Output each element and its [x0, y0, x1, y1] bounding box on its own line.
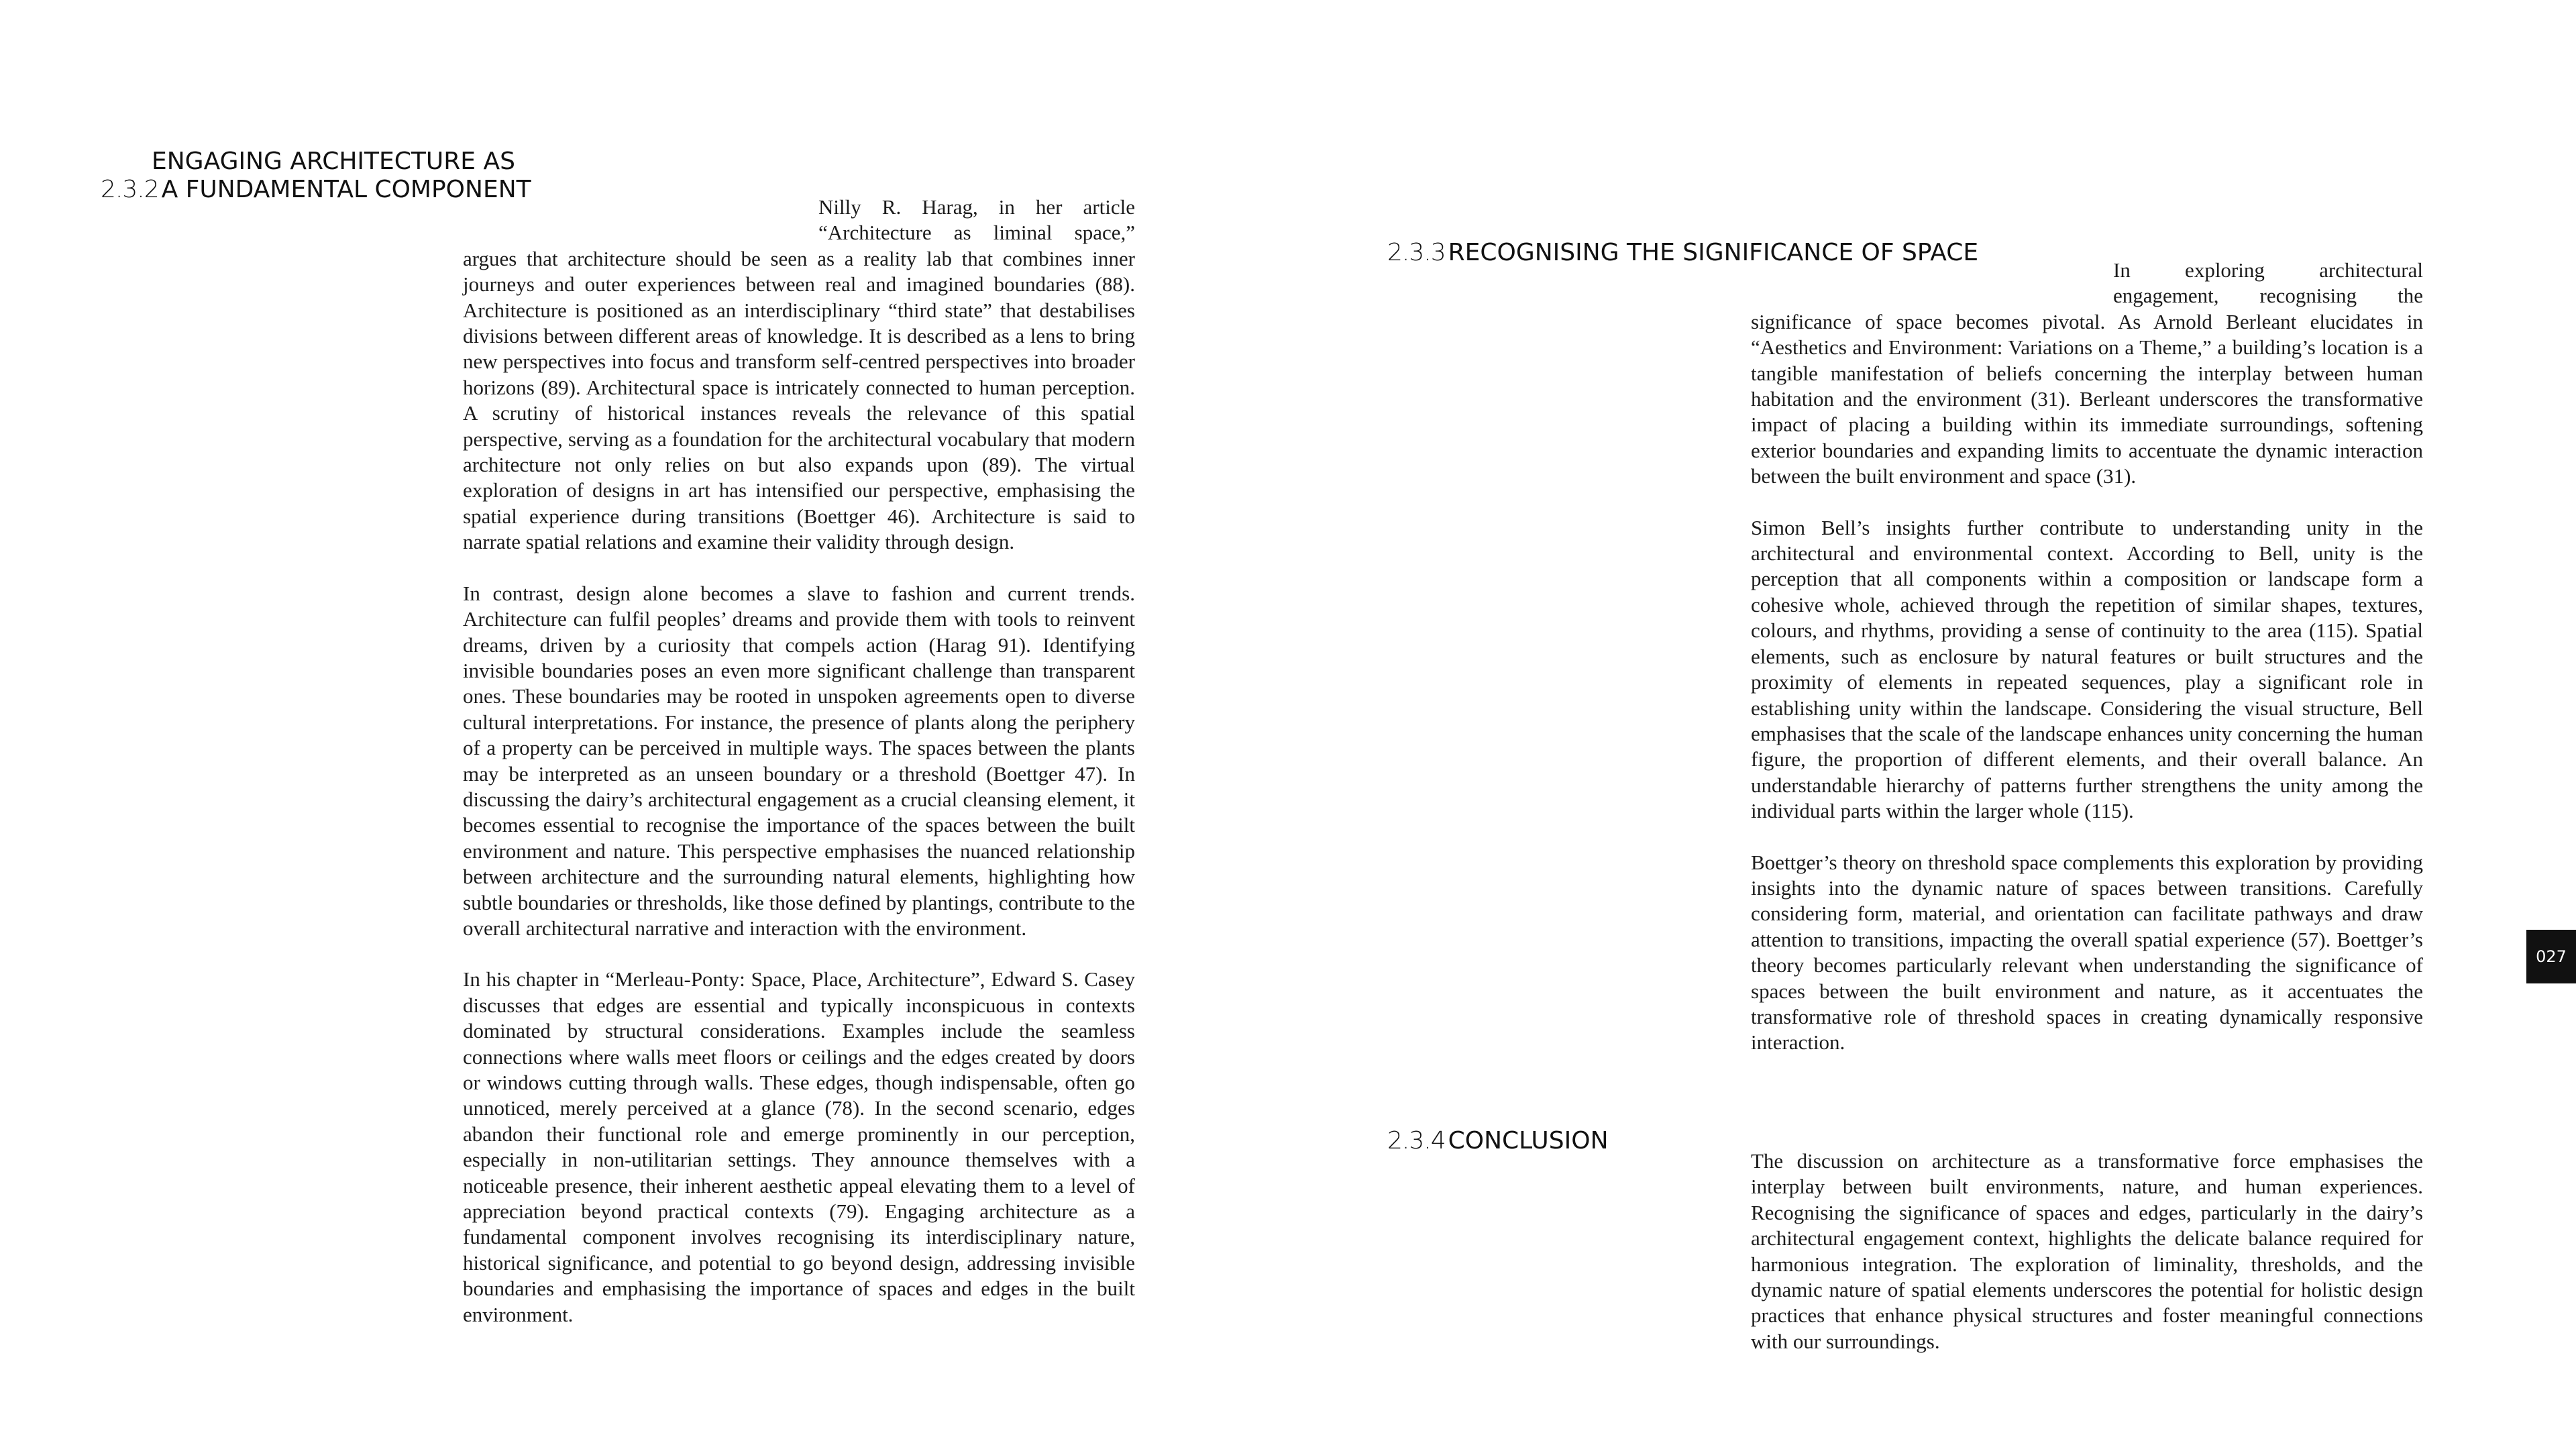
paragraph: The discussion on architecture as a transformative force emphasises the interplay between built environments, nature, and human experiences. Recognising the significance of spaces and edges, particularly in the dairy’s architectural engagement context, highlights the delicate balance required for harmonious integration. The exploration of liminality, thresholds, and the dynamic nature of spatial elements underscores the potential for holistic design practices that enhance physical structures and foster meaningful connections with our surroundings.	[1751, 1149, 2423, 1353]
heading-line-1	[152, 148, 515, 176]
section-heading-2-3-4	[1387, 1127, 1609, 1155]
paragraph-text: Nilly R. Harag, in her article “Architecture as liminal space,” argues that architecture should be seen as a reality lab that combines inner journeys and outer experiences between real and imagined boundaries (88). Architecture is positioned as an interdisciplinary “third state” that destabilises divisions between different areas of knowledge. It is described as a lens to bring new perspectives into focus and transform self-centred perspectives into broader horizons (89). Architectural space is intricately connected to human perception. A scrutiny of historical instances reveals the relevance of this spatial perspective, serving as a foundation for the architectural vocabulary that modern architecture not only relies on but also expands upon (89). The virtual exploration of designs in art has intensified our perspective, emphasising the spatial experience during transitions (Boettger 46). Architecture is said to narrate spatial relations and examine their validity through design.	[463, 195, 1135, 554]
heading-title-line-1: ENGAGING ARCHITECTURE AS	[152, 148, 515, 175]
paragraph: Boettger’s theory on threshold space complements this exploration by providing insights into the dynamic nature of spaces between transitions. Carefully considering form, material, and orientation can facilitate pathways and draw attention to transitions, impacting the overall spatial experience (57). Boettger’s theory becomes particularly relevant when understanding the significance of spaces between the built environment and nature, as it accentuates the transformative role of threshold spaces in creating dynamically responsive interaction.	[1751, 850, 2423, 1055]
paragraph: In contrast, design alone becomes a slave to fashion and current trends. Architecture can fulfil peoples’ dreams and provide them with tools to reinvent dreams, driven by a curiosity that compels action (Harag 91). Identifying invisible boundaries poses an even more significant challenge than transparent ones. These boundaries may be rooted in unspoken agreements open to diverse cultural interpretations. For instance, the presence of plants along the periphery of a property can be perceived in multiple ways. The spaces between the plants may be interpreted as an unseen boundary or a threshold (Boettger 47). In discussing the dairy’s architectural engagement as a crucial cleansing element, it becomes essential to recognise the importance of the spaces between the built environment and nature. This perspective emphasises the nuanced relationship between architecture and the surrounding natural elements, highlighting how subtle boundaries or thresholds, like those defined by plantings, contribute to the overall architectural narrative and interaction with the environment.	[463, 581, 1135, 940]
section-number: 2.3.2	[101, 176, 159, 203]
right-body-column-2	[1751, 1148, 2423, 1354]
page-number: 027	[2536, 947, 2567, 966]
paragraph-text: In exploring architectural engagement, recognising the significance of space becomes pivotal. As Arnold Berleant elucidates in “Aesthetics and Environment: Variations on a Theme,” a building’s location is a tangible manifestation of beliefs concerning the interplay between human habitation and the environment (31). Berleant underscores the transformative impact of placing a building within its immediate surroundings, softening exterior boundaries and expanding limits to accentuate the dynamic interaction between the built environment and space (31).	[1751, 258, 2423, 488]
section-number: 2.3.4	[1387, 1127, 1446, 1155]
heading-title-line-2: A FUNDAMENTAL COMPONENT	[161, 176, 531, 203]
paragraph: In his chapter in “Merleau-Ponty: Space, Place, Architecture”, Edward S. Casey discusses that edges are essential and typically inconspicuous in contexts dominated by structural considerations. Examples include the seamless connections where walls meet floors or ceilings and the edges created by doors or windows cutting through walls. These edges, though indispensable, often go unnoticed, merely perceived at a glance (78). In the second scenario, edges abandon their functional role and emerge prominently in our perception, especially in non-utilitarian settings. They announce themselves with a noticeable presence, their inherent aesthetic appeal elevating them to a level of appreciation beyond practical contexts (79). Engaging architecture as a fundamental component involves recognising its interdisciplinary nature, historical significance, and potential to go beyond design, addressing invisible boundaries and emphasising the importance of spaces and edges in the built environment.	[463, 967, 1135, 1326]
left-body-column	[463, 195, 1135, 1328]
paragraph	[463, 195, 1135, 555]
paragraph: Simon Bell’s insights further contribute to understanding unity in the architectural and environmental context. According to Bell, unity is the perception that all components within a composition or landscape form a cohesive whole, achieved through the repetition of similar shapes, textures, colours, and rhythms, providing a sense of continuity to the area (115). Spatial elements, such as enclosure by natural features or built structures and the proximity of elements in repeated sequences, play a significant role in establishing unity within the landscape. Considering the visual structure, Bell emphasises that the scale of the landscape enhances unity concerning the human figure, the proportion of different elements, and their overall balance. An understandable hierarchy of patterns further strengthens the unity among the individual parts within the larger whole (115).	[1751, 515, 2423, 823]
right-body-column-1	[1751, 258, 2423, 1056]
section-heading-2-3-2	[152, 148, 515, 176]
page-number-tab	[2526, 930, 2576, 983]
paragraph	[1751, 258, 2423, 490]
section-title: RECOGNISING THE SIGNIFICANCE OF SPACE	[1448, 239, 1979, 266]
section-title: CONCLUSION	[1448, 1127, 1609, 1155]
section-number: 2.3.3	[1387, 239, 1446, 266]
